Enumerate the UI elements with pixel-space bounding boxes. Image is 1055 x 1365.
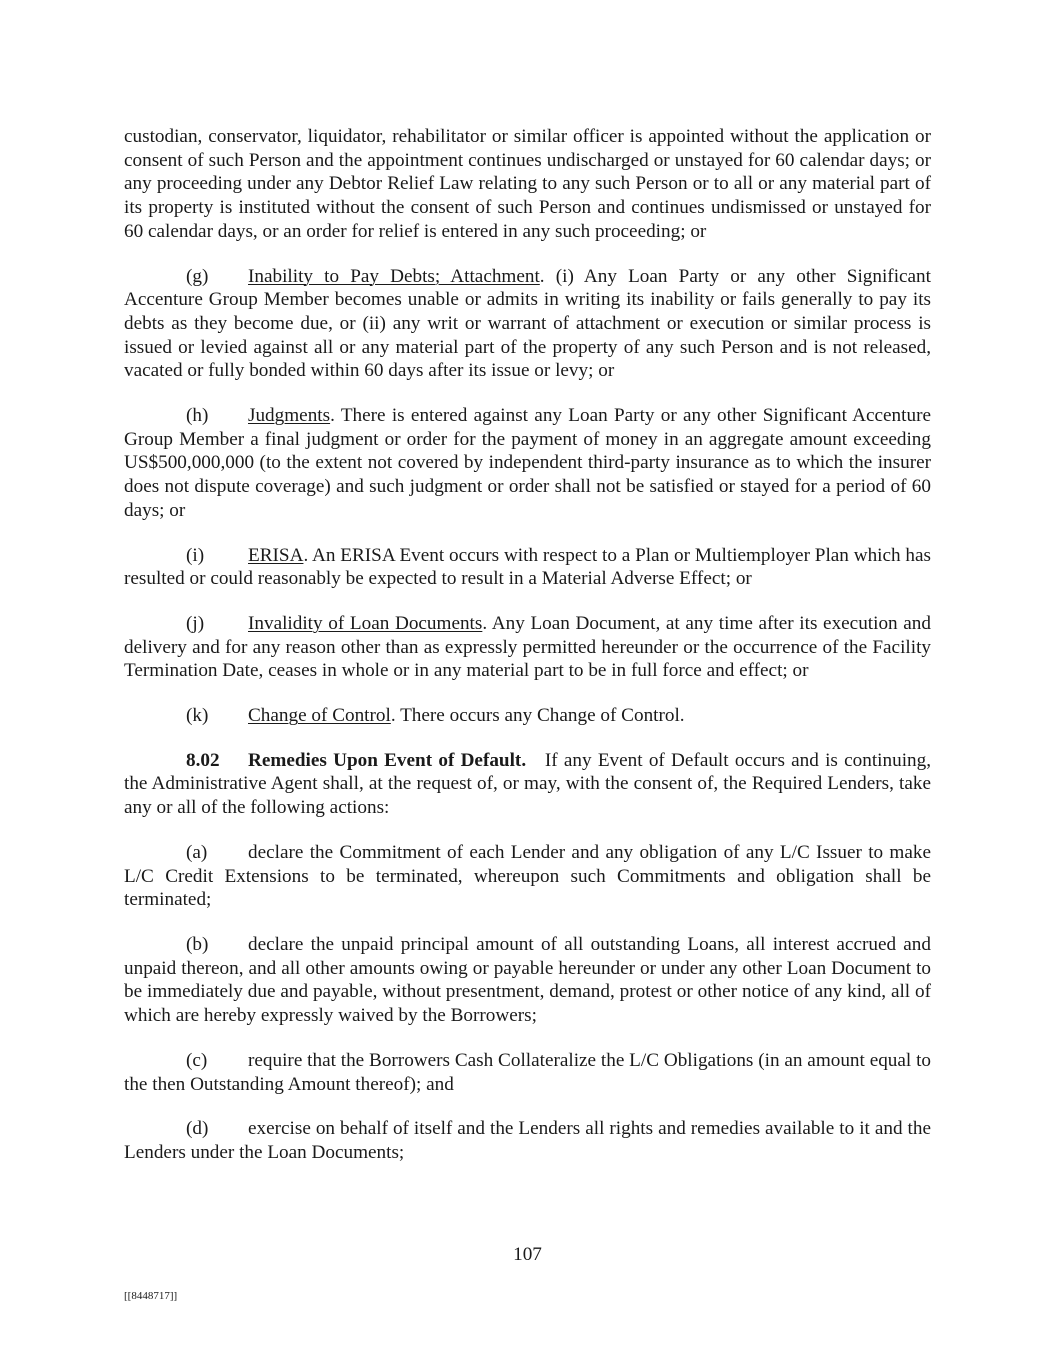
clause-i: [124, 544, 931, 591]
remedy-a: [124, 841, 931, 912]
section-number: 8.02: [186, 749, 220, 771]
page-number: 107: [513, 1244, 542, 1265]
document-page: [124, 125, 931, 1165]
remedy-text: declare the unpaid principal amount of all outstanding Loans, all interest accrued and unpaid thereon, and all other amounts owing or payable hereunder or under any other Loan Document to be immediately due and payable, without presentment, demand, protest or other notice of any kind, all of which are hereby expressly waived by the Borrowers;: [124, 933, 931, 1027]
clause-text: . (i) Any Loan Party or any other Significant Accenture Group Member becomes unable or admits in writing its inability or fails generally to pay its debts as they become due, or (ii) any writ or warrant of attachment or execution or similar process is issued or levied against all or any material part of the property of any such Person and is not released, vacated or fully bonded within 60 days after its issue or levy; or: [124, 265, 931, 382]
clause-label: (h): [186, 405, 209, 427]
document-id: [[8448717]]: [124, 1290, 178, 1302]
remedy-d: [124, 1117, 931, 1164]
clause-label: (g): [186, 265, 209, 287]
remedy-label: (b): [186, 933, 209, 955]
clause-label: (k): [186, 705, 209, 727]
clause-g: [124, 265, 931, 384]
continuation-paragraph: custodian, conservator, liquidator, rehabilitator or similar officer is appointed without the application or consent of such Person and the appointment continues undischarged or unstayed for 60 calendar days; or any proceeding under any Debtor Relief Law relating to any such Person or to all or any material part of its property is instituted without the consent of such Person and continues undismissed or unstayed for 60 calendar days, or an order for relief is entered in any such proceeding; or: [124, 126, 931, 242]
remedy-b: [124, 933, 931, 1028]
remedy-text: exercise on behalf of itself and the Lenders all rights and remedies available to it and the Lenders under the Loan Documents;: [124, 1118, 931, 1163]
clause-text: . There occurs any Change of Control.: [390, 705, 685, 727]
clause-label: (i): [186, 544, 205, 566]
clause-label: (j): [186, 612, 205, 634]
clause-h: [124, 404, 931, 523]
remedy-label: (a): [186, 841, 208, 863]
clause-heading: Judgments: [248, 405, 331, 427]
clause-text: . An ERISA Event occurs with respect to a Plan or Multiemployer Plan which has resulted or could reasonably be expected to result in a Material Adverse Effect; or: [124, 544, 931, 590]
section-text: If any Event of Default occurs and is continuing, the Administrative Agent shall, at the request of, or may, with the consent of, the Required Lenders, take any or all of the following actions:: [124, 749, 932, 819]
clause-heading: ERISA: [248, 544, 304, 566]
remedy-label: (c): [186, 1049, 208, 1071]
clause-heading: Inability to Pay Debts; Attachment: [248, 265, 540, 287]
remedy-c: [124, 1049, 931, 1096]
clause-heading: Change of Control: [248, 705, 391, 727]
remedy-label: (d): [186, 1118, 209, 1140]
remedy-text: require that the Borrowers Cash Collateralize the L/C Obligations (in an amount equal to the then Outstanding Amount thereof); and: [124, 1049, 931, 1095]
clause-k: [124, 704, 931, 728]
section-8-02: [124, 749, 931, 820]
clause-j: [124, 612, 931, 683]
clause-heading: Invalidity of Loan Documents: [248, 612, 483, 634]
clause-text: . There is entered against any Loan Party or any other Significant Accenture Group Member a final judgment or order for the payment of money in an aggregate amount exceeding US$500,000,000 (to the extent not covered by independent third-party insurance as to which the insurer does not dispute coverage) and such judgment or order shall not be satisfied or stayed for a period of 60 days; or: [124, 405, 931, 521]
remedy-text: declare the Commitment of each Lender and any obligation of any L/C Issuer to make L/C Credit Extensions to be terminated, whereupon such Commitments and obligation shall be terminated;: [124, 841, 931, 911]
section-title: Remedies Upon Event of Default.: [248, 749, 527, 771]
clause-text: . Any Loan Document, at any time after its execution and delivery and for any reason other than as expressly permitted hereunder or the occurrence of the Facility Termination Date, ceases in whole or in any material part to be in full force and effect; or: [124, 612, 931, 682]
